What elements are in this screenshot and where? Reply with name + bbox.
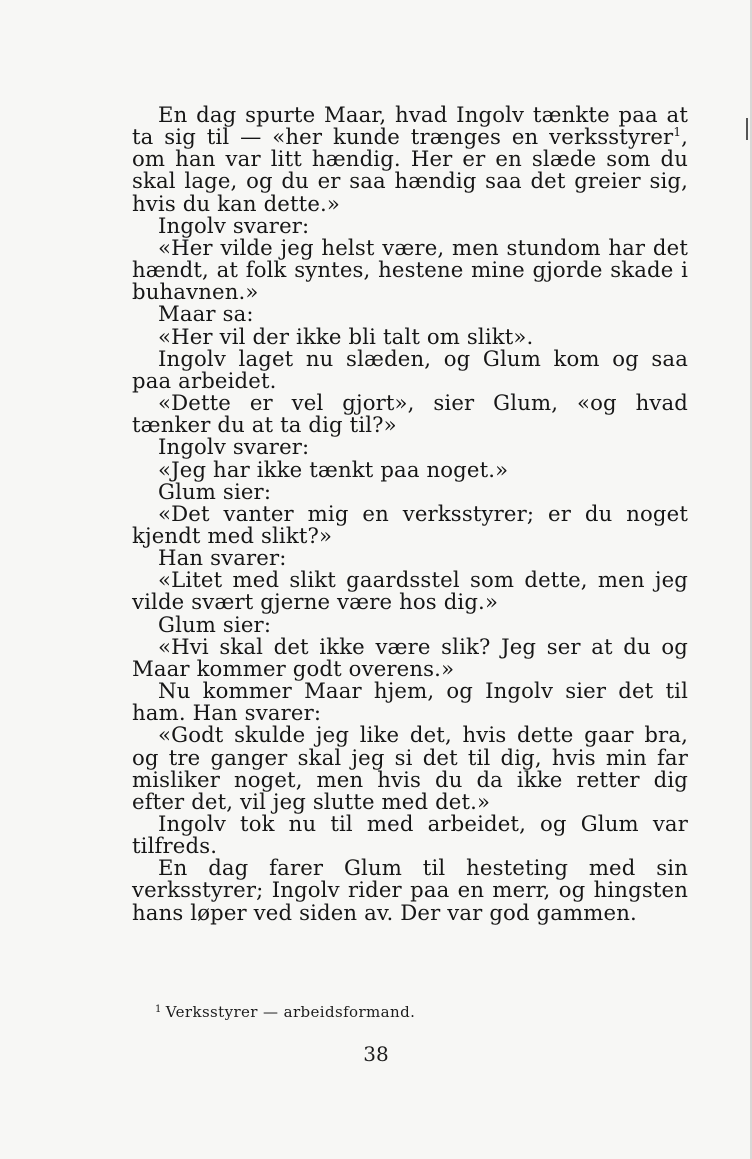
footnote-number: 1 xyxy=(155,1004,162,1015)
paragraph: «Litet med slikt gaardsstel som dette, men jeg vilde svært gjerne være hos dig.» xyxy=(132,567,688,615)
paragraph: «Dette er vel gjort», sier Glum, «og hvad tænker du at ta dig til?» xyxy=(132,390,688,438)
paragraph-text-continued: , om han var litt hændig. Her er en slæde som du skal lage, og du er saa hændig saa det greier sig, hvis du kan dette.» xyxy=(132,124,688,216)
paragraph: «Her vil der ikke bli talt om slikt». xyxy=(158,323,534,349)
paragraph: Nu kommer Maar hjem, og Ingolv sier det til ham. Han svarer: xyxy=(132,678,688,726)
paragraph: «Hvi skal det ikke være slik? Jeg ser at du og Maar kommer godt overens.» xyxy=(132,633,688,681)
paragraph: Glum sier: xyxy=(158,478,272,504)
paragraph: Maar sa: xyxy=(158,301,254,327)
paragraph: Ingolv svarer: xyxy=(158,212,310,238)
paragraph: Han svarer: xyxy=(158,545,287,571)
footnote-text: Verksstyrer — arbeidsformand. xyxy=(165,1003,416,1021)
paragraph xyxy=(132,104,688,215)
page-number: 38 xyxy=(363,1042,389,1066)
footnote xyxy=(155,1000,555,1022)
paragraph: Glum sier: xyxy=(158,611,272,637)
footnote-marker: 1 xyxy=(673,125,682,140)
paragraph: «Her vilde jeg helst være, men stundom har det hændt, at folk syntes, hestene mine gjorde skade i buhavnen.» xyxy=(132,234,688,305)
paragraph: Ingolv laget nu slæden, og Glum kom og saa paa arbeidet. xyxy=(132,345,688,393)
paragraph: «Det vanter mig en verksstyrer; er du noget kjendt med slikt?» xyxy=(132,500,688,548)
body-text xyxy=(132,104,688,924)
paragraph: Ingolv tok nu til med arbeidet, og Glum var tilfreds. xyxy=(132,811,688,859)
page-edge-mark xyxy=(746,118,748,140)
paragraph-text: En dag spurte Maar, hvad Ingolv tænkte paa at ta sig til — «her kunde trænges en verksstyrer xyxy=(132,102,688,150)
paragraph: «Jeg har ikke tænkt paa noget.» xyxy=(158,456,509,482)
paragraph: En dag farer Glum til hesteting med sin verksstyrer; Ingolv rider paa en merr, og hingsten hans løper ved siden av. Der var god gammen. xyxy=(132,855,688,925)
paragraph: «Godt skulde jeg like det, hvis dette gaar bra, og tre ganger skal jeg si det til dig, hvis min far misliker noget, men hvis du da ikke retter dig efter det, vil jeg slutte med det.» xyxy=(132,722,688,814)
paragraph: Ingolv svarer: xyxy=(158,434,310,460)
